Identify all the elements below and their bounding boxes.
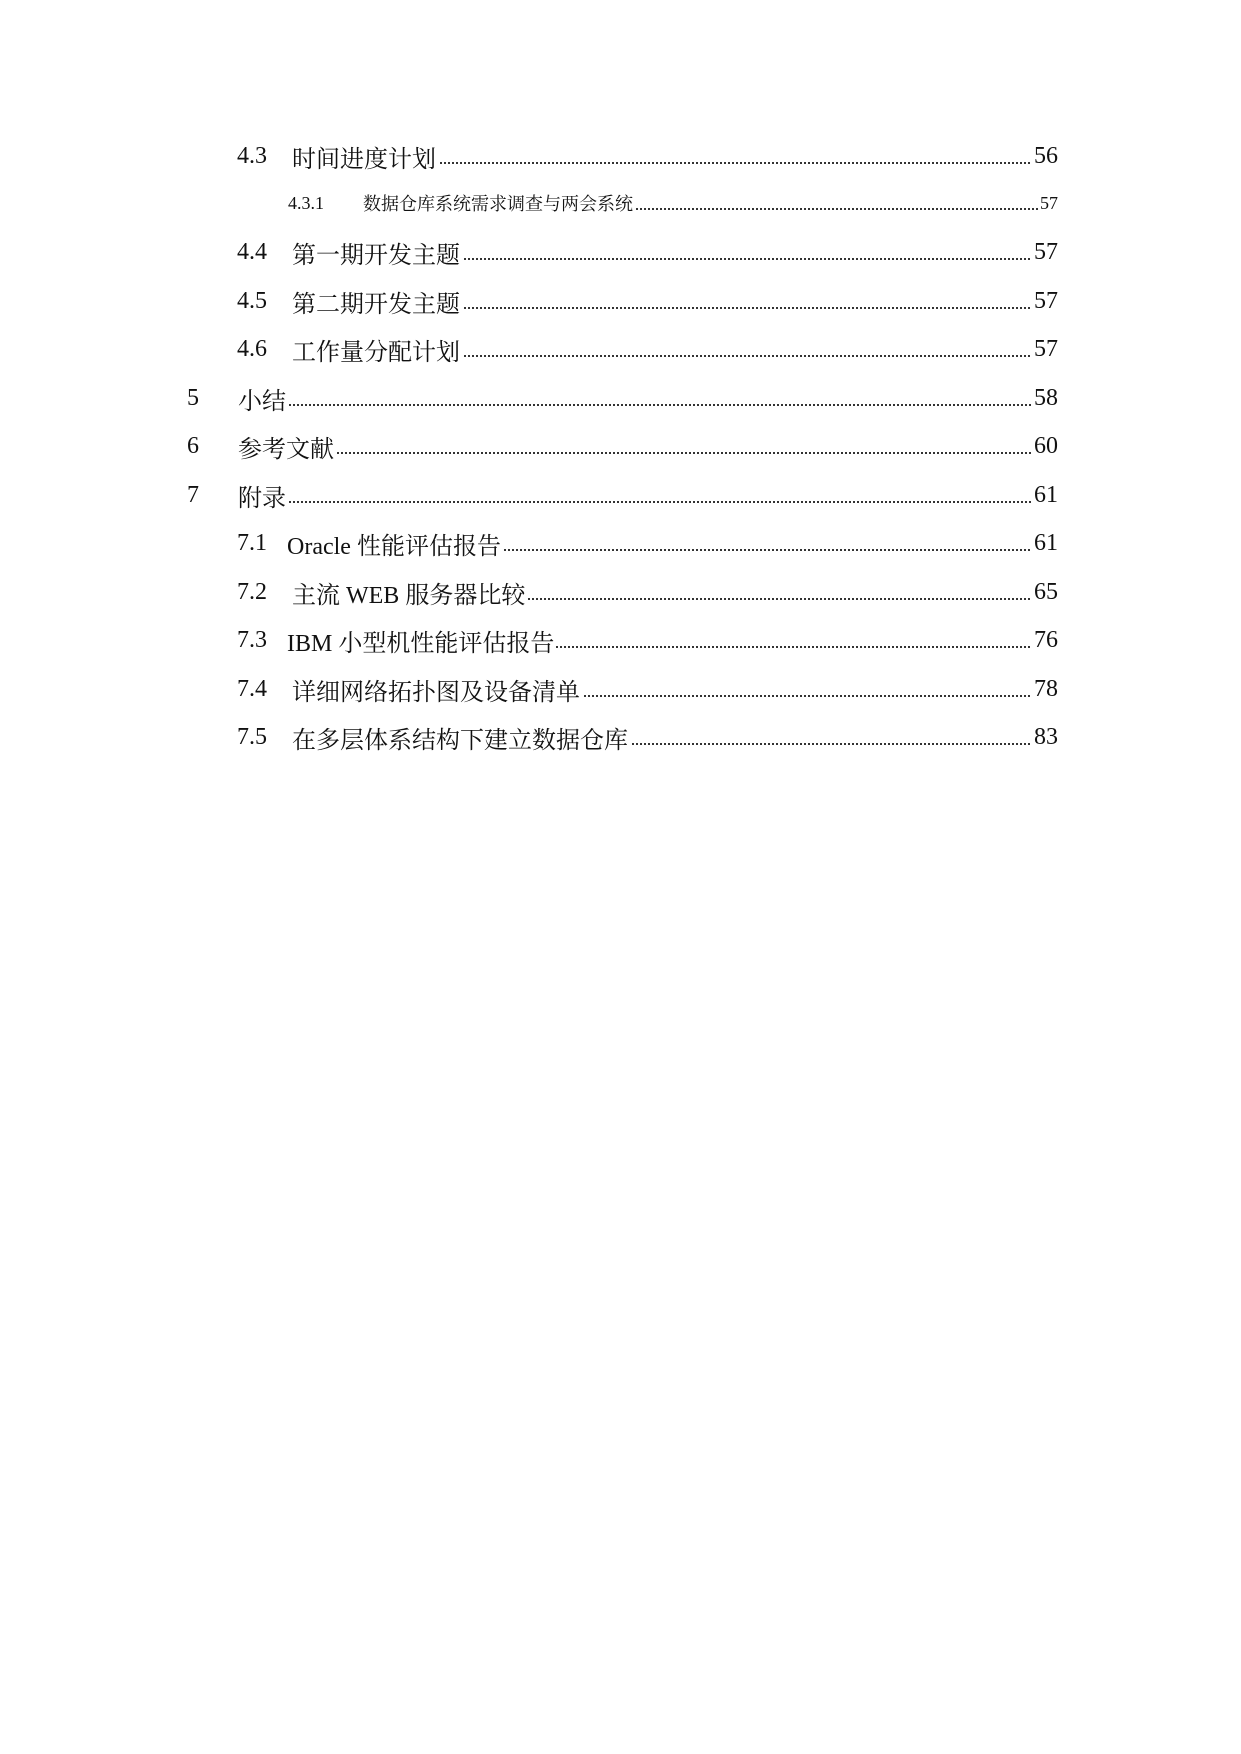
toc-page-number: 57 [1034,238,1058,265]
toc-number: 4.4 [237,238,267,265]
toc-entry-4-4[interactable] [0,235,1241,269]
toc-title: 小结 [238,381,288,416]
dot-leader [238,451,1058,454]
toc-entry-6[interactable] [0,429,1241,463]
toc-title: 第二期开发主题 [292,284,462,319]
toc-page-number: 57 [1040,192,1058,213]
toc-entry-7-3[interactable] [0,623,1241,657]
toc-title: 附录 [238,478,288,513]
toc-title: 数据仓库系统需求调查与两会系统 [363,190,635,216]
toc-entry-4-3-1[interactable] [0,186,1241,220]
toc-number: 7.2 [237,578,267,605]
toc-title: IBM 小型机性能评估报告 [287,623,556,658]
toc-page-number: 57 [1034,335,1058,362]
toc-entry-5[interactable] [0,381,1241,415]
toc-title: 参考文献 [238,429,336,464]
toc-page-number: 83 [1034,723,1058,750]
toc-entry-4-6[interactable] [0,332,1241,366]
toc-page-number: 60 [1034,432,1058,459]
toc-page-number: 78 [1034,675,1058,702]
toc-number: 4.6 [237,335,267,362]
toc-entry-4-3[interactable] [0,139,1241,173]
toc-entry-4-5[interactable] [0,284,1241,318]
toc-page-number: 57 [1034,287,1058,314]
toc-title: 工作量分配计划 [292,332,462,367]
toc-entry-7-1[interactable] [0,526,1241,560]
dot-leader [238,403,1058,406]
dot-leader [238,500,1058,503]
toc-entry-7-5[interactable] [0,720,1241,754]
toc-title: 主流 WEB 服务器比较 [292,575,527,610]
toc-number: 5 [187,384,199,411]
toc-number: 4.3 [237,142,267,169]
toc-number: 7.5 [237,723,267,750]
toc-number: 4.3.1 [288,192,324,213]
toc-entry-7-4[interactable] [0,672,1241,706]
toc-entry-7[interactable] [0,478,1241,512]
toc-page-number: 56 [1034,142,1058,169]
toc-number: 7.3 [237,626,267,653]
toc-number: 6 [187,432,199,459]
toc-page-number: 61 [1034,529,1058,556]
toc-page-number: 76 [1034,626,1058,653]
toc-title: Oracle 性能评估报告 [287,526,503,561]
toc-title: 时间进度计划 [292,139,438,174]
toc-title: 在多层体系结构下建立数据仓库 [292,720,630,755]
toc-number: 7.4 [237,675,267,702]
toc-page-number: 58 [1034,384,1058,411]
toc-page-number: 61 [1034,481,1058,508]
toc-number: 4.5 [237,287,267,314]
toc-entry-7-2[interactable] [0,575,1241,609]
toc-number: 7.1 [237,529,267,556]
toc-number: 7 [187,481,199,508]
toc-title: 详细网络拓扑图及设备清单 [292,672,582,707]
toc-page-number: 65 [1034,578,1058,605]
toc-title: 第一期开发主题 [292,235,462,270]
